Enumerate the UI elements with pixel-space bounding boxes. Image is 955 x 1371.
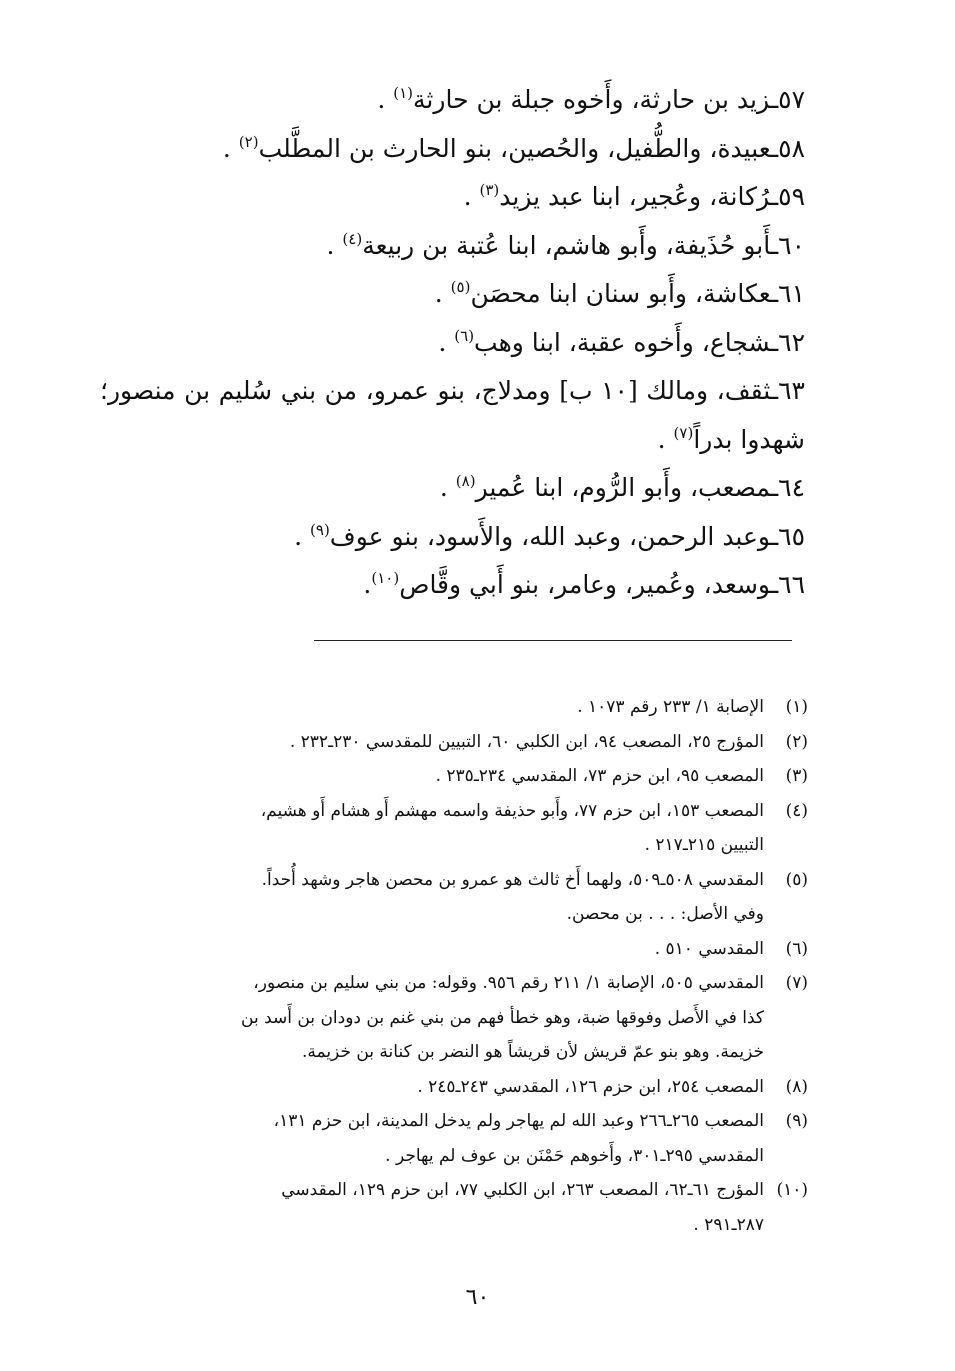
entry-text: زيد بن حارثة، وأَخوه جبلة بن حارثة — [413, 85, 771, 114]
footnote-4 — [100, 794, 808, 863]
entry-number: ٥٧ـ — [770, 85, 805, 114]
footnote-6 — [100, 932, 808, 967]
footnote-9 — [100, 1104, 808, 1173]
entry-59: ٥٩ـرُكانة، وعُجير، ابنا عبد يزيد$^{(٣)}$ . — [463, 181, 805, 211]
footnote-number: (٣) — [785, 766, 808, 786]
footnote-text: المقدسي ٥٠٨ـ٥٠٩، ولهما أَخ ثالث هو عمرو بن محصن هاجر وشهد أُحداً. وفي الأصل: . . . بن محصن. — [261, 869, 764, 924]
entry-number: ٦١ـ — [770, 279, 805, 308]
footnote-text: المؤرج ٢٥، المصعب ٩٤، ابن الكلبي ٦٠، التبيين للمقدسي ٢٣٠ـ٢٣٢ . — [289, 731, 764, 752]
footnote-text: المؤرج ٦١ـ٦٢، المصعب ٢٦٣، ابن الكلبي ٧٧، ابن حزم ١٢٩، المقدسي ٢٨٧ـ٢٩١ . — [281, 1180, 764, 1235]
footnote-text: المصعب ٢٥٤، ابن حزم ١٢٦، المقدسي ٢٤٣ـ٢٤٥ . — [417, 1076, 764, 1097]
footnote-number: (٤) — [785, 800, 808, 821]
footnote-text: المقدسي ٥٠٥، الإصابة ١/ ٢١١ رقم ٩٥٦. وقوله: من بني سليم بن منصور، كذا في الأَصل وفوقها ضبة، وهو خطأ فهم من بني غنم بن دودان بن أَسد بن خزيمة. وهو بنو عمّ قريش لأن قريشاً هو النضر بن كنانة بن خزيمة. — [241, 973, 764, 1062]
footnote-ref: (٧) — [673, 423, 694, 442]
entry-text: عبيدة، والطُّفيل، والحُصين، بنو الحارث بن المطَّلب — [258, 133, 771, 163]
entry-text: ثقف، ومالك [١٠ ب] ومدلاج، بنو عمرو، من بني سُليم بن منصور؛ شهدوا بدراً — [100, 376, 805, 454]
entry-text: وعبد الرحمن، وعبد الله، والأَسود، بنو عوف — [329, 521, 771, 551]
footnote-number: (٧) — [785, 973, 808, 993]
footnote-7 — [100, 966, 808, 1070]
footnote-ref: (٩) — [310, 520, 330, 539]
entry-number: ٦٣ـ — [770, 376, 805, 405]
entry-60: ٦٠ـأَبو حُذَيفة، وأَبو هاشم، ابنا عُتبة بن ربيعة$^{(٤)}$ . — [326, 229, 805, 260]
footnote-ref: (١) — [393, 84, 414, 102]
entry-number: ٦٢ـ — [770, 327, 805, 357]
entry-65: ٦٥ـوعبد الرحمن، وعبد الله، والأَسود، بنو عوف$^{(٩)}$ . — [294, 520, 805, 551]
footnote-text: المصعب ٢٦٥ـ٢٦٦ وعبد الله لم يهاجر ولم يدخل المدينة، ابن حزم ١٣١، المقدسي ٢٩٥ـ٣٠١، وأَخوهم حَمْنَن بن عوف لم يهاجر . — [273, 1111, 764, 1166]
footnote-number: (١٠) — [776, 1180, 808, 1200]
entry-number: ٥٨ـ — [770, 133, 805, 163]
entry-number: ٥٩ـ — [770, 182, 805, 211]
footnote-ref: (١٠) — [371, 569, 400, 587]
footnote-1 — [100, 690, 808, 725]
footnote-ref: (٨) — [455, 472, 476, 490]
footnote-8 — [100, 1070, 808, 1105]
footnote-number: (٩) — [785, 1111, 808, 1131]
footnote-separator — [314, 640, 792, 641]
main-text — [100, 76, 805, 610]
footnote-number: (٢) — [785, 731, 808, 752]
footnote-ref: (٣) — [479, 181, 500, 199]
entry-number: ٦٠ـ — [770, 230, 805, 260]
entry-text: عكاشة، وأَبو سنان ابنا محصَن — [470, 279, 771, 308]
entry-64: ٦٤ـمصعب، وأَبو الرُّوم، ابنا عُمير$^{(٨)}$ . — [439, 472, 805, 502]
footnote-number: (٦) — [785, 938, 808, 959]
footnote-3 — [100, 759, 808, 794]
entry-63: ٦٣ـثقف، ومالك [١٠ ب] ومدلاج، بنو عمرو، من بني سُليم بن منصور؛ شهدوا بدراً$^{(٧)}$ . — [100, 376, 805, 454]
entry-text: مصعب، وأَبو الرُّوم، ابنا عُمير — [475, 473, 771, 502]
footnote-ref: (٢) — [238, 132, 259, 151]
entry-number: ٦٤ـ — [770, 473, 805, 502]
footnote-number: (١) — [785, 697, 808, 717]
footnote-ref: (٦) — [454, 326, 475, 345]
footnote-text: الإصابة ١/ ٢٣٣ رقم ١٠٧٣ . — [577, 697, 764, 717]
entry-text: رُكانة، وعُجير، ابنا عبد يزيد — [499, 182, 771, 211]
entry-text: وسعد، وعُمير، وعامر، بنو أَبي وقَّاص — [399, 570, 771, 599]
entry-number: ٦٥ـ — [770, 521, 805, 551]
footnotes — [100, 690, 808, 1242]
footnote-ref: (٤) — [342, 229, 363, 248]
entry-61: ٦١ـعكاشة، وأَبو سنان ابنا محصَن$^{(٥)}$ . — [434, 278, 805, 308]
footnote-text: المصعب ٩٥، ابن حزم ٧٣، المقدسي ٢٣٤ـ٢٣٥ . — [435, 766, 764, 786]
entry-62: ٦٢ـشجاع، وأَخوه عقبة، ابنا وهب$^{(٦)}$ . — [438, 326, 805, 357]
footnote-text: المقدسي ٥١٠ . — [654, 938, 764, 959]
entry-number: ٦٦ـ — [770, 570, 805, 599]
footnote-text: المصعب ١٥٣، ابن حزم ٧٧، وأَبو حذيفة واسمه مهشم أَو هشام أَو هشيم، التبيين ٢١٥ـ٢١٧ . — [260, 800, 764, 855]
entry-66: ٦٦ـوسعد، وعُمير، وعامر، بنو أَبي وقَّاص$^{(١٠)}$. — [363, 569, 805, 599]
entry-57: ٥٧ـزيد بن حارثة، وأَخوه جبلة بن حارثة$^{(١)}$ . — [377, 84, 805, 114]
entry-text: أَبو حُذَيفة، وأَبو هاشم، ابنا عُتبة بن ربيعة — [362, 230, 771, 260]
footnote-2 — [100, 725, 808, 760]
footnote-number: (٥) — [785, 869, 808, 890]
entry-58: ٥٨ـعبيدة، والطُّفيل، والحُصين، بنو الحارث بن المطَّلب$^{(٢)}$ . — [222, 132, 805, 163]
footnote-5 — [100, 863, 808, 932]
entry-text: شجاع، وأَخوه عقبة، ابنا وهب — [474, 327, 771, 357]
page-number: ٦٠ — [465, 1285, 490, 1310]
footnote-number: (٨) — [785, 1076, 808, 1097]
footnote-10 — [100, 1173, 808, 1242]
footnote-ref: (٥) — [450, 278, 471, 296]
